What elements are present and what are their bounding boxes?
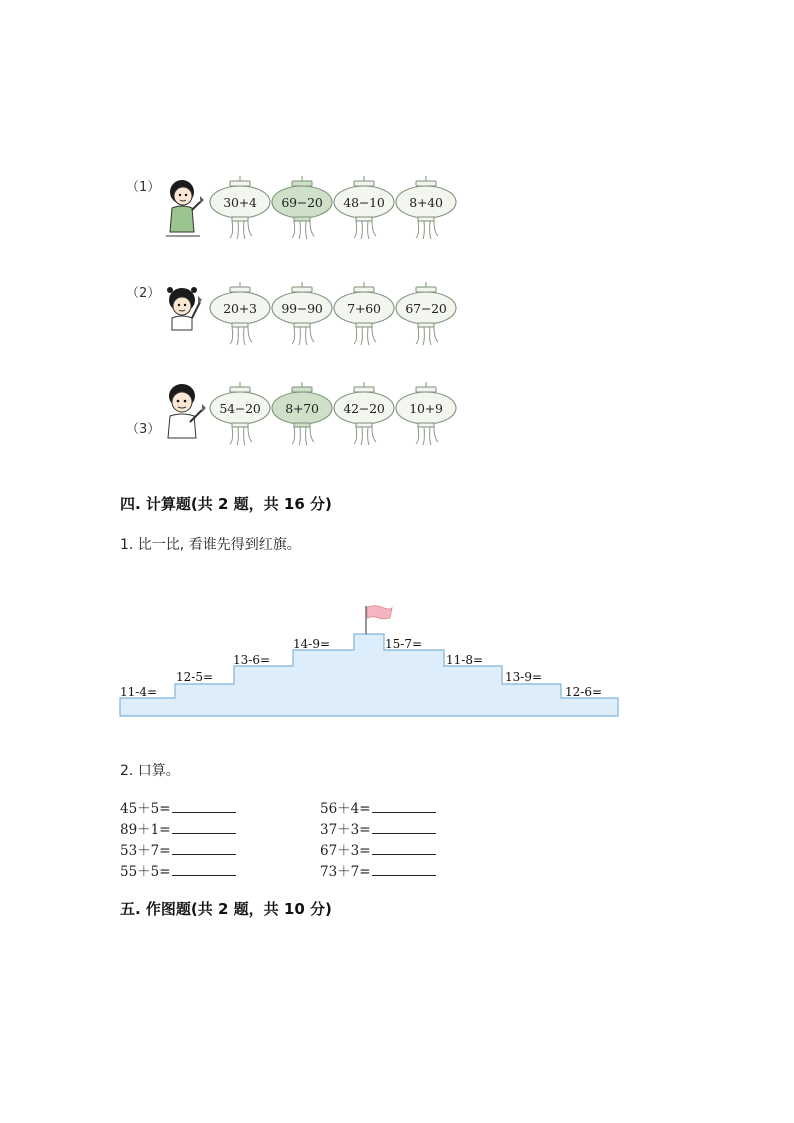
answer-blank[interactable] bbox=[172, 821, 236, 834]
lantern-expression: 7+60 bbox=[347, 301, 381, 316]
calc-right-3 bbox=[320, 839, 436, 859]
lantern bbox=[208, 382, 272, 446]
answer-blank[interactable] bbox=[172, 842, 236, 855]
step-label-6: 11-8= bbox=[446, 653, 484, 667]
lantern bbox=[332, 176, 396, 240]
calc-expr: 53＋7= bbox=[120, 843, 171, 859]
section-4-title: 四. 计算题(共 2 题，共 16 分) bbox=[120, 495, 332, 513]
question-1: 1. 比一比, 看谁先得到红旗。 bbox=[120, 537, 301, 553]
lantern bbox=[394, 382, 458, 446]
lantern bbox=[270, 282, 334, 346]
calc-expr: 45＋5= bbox=[120, 801, 171, 817]
lantern-expression: 30+4 bbox=[223, 195, 257, 210]
lantern bbox=[270, 176, 334, 240]
calc-left-1 bbox=[120, 797, 236, 817]
answer-blank[interactable] bbox=[172, 800, 236, 813]
step-label-5: 15-7= bbox=[385, 637, 423, 651]
calc-right-2 bbox=[320, 818, 436, 838]
lantern bbox=[208, 176, 272, 240]
answer-blank[interactable] bbox=[372, 821, 436, 834]
lantern-row-1 bbox=[120, 176, 460, 246]
answer-blank[interactable] bbox=[372, 863, 436, 876]
step-label-1: 11-4= bbox=[120, 685, 158, 699]
red-flag-icon bbox=[367, 606, 392, 619]
calc-left-4 bbox=[120, 860, 236, 880]
calc-expr: 73＋7= bbox=[320, 864, 371, 880]
lantern-expression: 54−20 bbox=[219, 401, 261, 416]
question-2: 2. 口算。 bbox=[120, 763, 180, 779]
child-girl-icon bbox=[160, 282, 208, 346]
row-label-2: （2） bbox=[126, 286, 161, 301]
step-label-4: 14-9= bbox=[293, 637, 331, 651]
lantern-expression: 20+3 bbox=[223, 301, 257, 316]
calc-expr: 37＋3= bbox=[320, 822, 371, 838]
lantern-row-2 bbox=[120, 282, 460, 352]
calc-left-2 bbox=[120, 818, 236, 838]
staircase-diagram bbox=[118, 602, 620, 718]
lantern bbox=[394, 282, 458, 346]
calc-expr: 55＋5= bbox=[120, 864, 171, 880]
step-label-3: 13-6= bbox=[233, 653, 271, 667]
answer-blank[interactable] bbox=[172, 863, 236, 876]
lantern-expression: 8+70 bbox=[285, 401, 319, 416]
answer-blank[interactable] bbox=[372, 800, 436, 813]
lantern bbox=[208, 282, 272, 346]
lantern-expression: 99−90 bbox=[281, 301, 323, 316]
section-5-title: 五. 作图题(共 2 题，共 10 分) bbox=[120, 900, 332, 918]
calc-expr: 67＋3= bbox=[320, 843, 371, 859]
lantern bbox=[270, 382, 334, 446]
lantern-row-3 bbox=[120, 382, 460, 452]
lantern-expression: 10+9 bbox=[409, 401, 443, 416]
child-boy-2-icon bbox=[160, 382, 208, 446]
step-label-2: 12-5= bbox=[176, 670, 214, 684]
calc-left-3 bbox=[120, 839, 236, 859]
answer-blank[interactable] bbox=[372, 842, 436, 855]
lantern-expression: 48−10 bbox=[343, 195, 385, 210]
calc-expr: 89＋1= bbox=[120, 822, 171, 838]
lantern bbox=[394, 176, 458, 240]
row-label-1: （1） bbox=[126, 180, 161, 195]
lantern-expression: 69−20 bbox=[281, 195, 323, 210]
calc-expr: 56＋4= bbox=[320, 801, 371, 817]
step-label-7: 13-9= bbox=[505, 670, 543, 684]
child-boy-icon bbox=[160, 176, 208, 240]
lantern-expression: 8+40 bbox=[409, 195, 443, 210]
row-label-3: （3） bbox=[126, 422, 161, 437]
calc-right-1 bbox=[320, 797, 436, 817]
lantern bbox=[332, 382, 396, 446]
lantern-expression: 67−20 bbox=[405, 301, 447, 316]
lantern bbox=[332, 282, 396, 346]
lantern-expression: 42−20 bbox=[343, 401, 385, 416]
step-label-8: 12-6= bbox=[565, 685, 603, 699]
calc-right-4 bbox=[320, 860, 436, 880]
